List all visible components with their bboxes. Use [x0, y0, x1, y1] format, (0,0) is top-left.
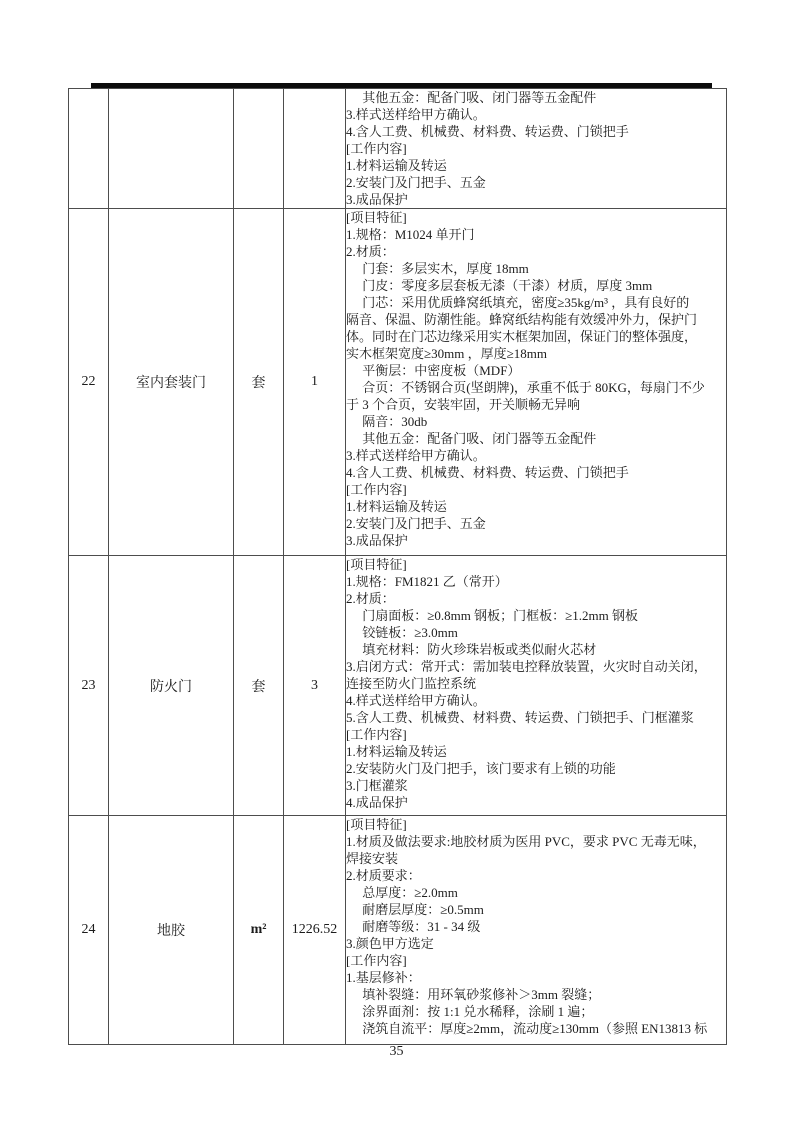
cell-quantity: 3	[284, 556, 346, 816]
cell-seq	[69, 89, 109, 209]
description-line: 连接至防火门监控系统	[346, 676, 477, 691]
cell-unit	[234, 89, 284, 209]
cell-quantity: 1226.52	[284, 816, 346, 1045]
description-line: [工作内容]	[346, 482, 407, 497]
description-line: 1.规格：M1024 单开门	[346, 227, 475, 242]
description-line: 2.安装门及门把手、五金	[346, 175, 486, 190]
table-row-continuation	[69, 89, 727, 209]
cell-unit: 套	[234, 556, 284, 816]
description-line: 4.成品保护	[346, 795, 408, 810]
cell-description	[346, 556, 727, 816]
description-line: 2.材质：	[346, 591, 395, 606]
description-line: [工作内容]	[346, 727, 407, 742]
table-row-23	[69, 556, 727, 816]
cell-seq: 22	[69, 209, 109, 556]
description-line: [工作内容]	[346, 953, 407, 968]
description-line: 隔音：30db	[346, 414, 428, 429]
description-line: 1.材质及做法要求:地胶材质为医用 PVC，要求 PVC 无毒无味，	[346, 834, 706, 849]
cell-seq: 23	[69, 556, 109, 816]
table-row-22	[69, 209, 727, 556]
description-line: 2.安装门及门把手、五金	[346, 516, 486, 531]
description-line: 总厚度：≥2.0mm	[346, 885, 458, 900]
cell-seq: 24	[69, 816, 109, 1045]
cell-quantity	[284, 89, 346, 209]
description-line: [项目特征]	[346, 210, 407, 225]
description-line: 5.含人工费、机械费、材料费、转运费、门锁把手、门框灌浆	[346, 710, 694, 725]
description-line: 3.启闭方式：常开式：需加装电控释放装置，火灾时自动关闭，	[346, 659, 707, 674]
description-line: 填充材料：防火珍珠岩板或类似耐火芯材	[346, 642, 597, 657]
description-line: 门皮：零度多层套板无漆（干漆）材质，厚度 3mm	[346, 278, 653, 293]
cell-description	[346, 816, 727, 1045]
cell-quantity: 1	[284, 209, 346, 556]
description-line: 于 3 个合页，安装牢固，开关顺畅无异响	[346, 397, 581, 412]
description-line: 3.颜色甲方选定	[346, 936, 434, 951]
description-line: 平衡层：中密度板（MDF）	[346, 363, 521, 378]
description-line: 2.安装防火门及门把手，该门要求有上锁的功能	[346, 761, 616, 776]
description-line: [工作内容]	[346, 141, 407, 156]
description-line: 3.成品保护	[346, 192, 408, 207]
description-line: 1.材料运输及转运	[346, 499, 447, 514]
cell-unit: 套	[234, 209, 284, 556]
description-line: 隔音、保温、防潮性能。蜂窝纸结构能有效缓冲外力，保护门	[346, 312, 698, 327]
description-line: 门套：多层实木，厚度 18mm	[346, 261, 529, 276]
cell-unit: m²	[234, 816, 284, 1045]
description-line: 铰链板：≥3.0mm	[346, 625, 458, 640]
description-line: 其他五金：配备门吸、闭门器等五金配件	[346, 90, 597, 105]
description-line: 1.材料运输及转运	[346, 158, 447, 173]
description-line: 实木框架宽度≥30mm ，厚度≥18mm	[346, 346, 547, 361]
table-row-24	[69, 816, 727, 1045]
description-line: 3.样式送样给甲方确认。	[346, 107, 486, 122]
description-line: [项目特征]	[346, 557, 407, 572]
cell-item-name: 防火门	[109, 556, 234, 816]
description-line: 合页：不锈钢合页(坚朗牌)，承重不低于 80KG，每扇门不少	[346, 380, 705, 395]
description-line: 3.成品保护	[346, 533, 408, 548]
description-line: 1.基层修补：	[346, 970, 421, 985]
description-line: 4.含人工费、机械费、材料费、转运费、门锁把手	[346, 465, 629, 480]
description-line: 3.门框灌浆	[346, 778, 408, 793]
description-line: 耐磨等级：31 - 34 级	[346, 919, 481, 934]
cell-item-name: 室内套装门	[109, 209, 234, 556]
page-number: 35	[389, 1044, 404, 1059]
description-line: 涂界面剂：按 1:1 兑水稀释，涂刷 1 遍；	[346, 1004, 594, 1019]
description-line: 填补裂缝：用环氧砂浆修补＞3mm 裂缝；	[346, 987, 601, 1002]
cell-description	[346, 209, 727, 556]
cell-description	[346, 89, 727, 209]
description-line: 焊接安装	[346, 851, 399, 866]
description-line: 4.样式送样给甲方确认。	[346, 693, 486, 708]
description-line: 1.材料运输及转运	[346, 744, 447, 759]
description-line: [项目特征]	[346, 817, 407, 832]
description-line: 2.材质要求：	[346, 868, 421, 883]
description-line: 浇筑自流平：厚度≥2mm，流动度≥130mm（参照 EN13813 标	[346, 1021, 708, 1036]
cell-item-name: 地胶	[109, 816, 234, 1045]
description-line: 耐磨层厚度：≥0.5mm	[346, 902, 484, 917]
description-line: 门芯：采用优质蜂窝纸填充，密度≥35kg/m³ ，具有良好的	[346, 295, 690, 310]
description-line: 体。同时在门芯边缘采用实木框架加固，保证门的整体强度，	[346, 329, 698, 344]
description-line: 1.规格：FM1821 乙（常开）	[346, 574, 508, 589]
description-line: 其他五金：配备门吸、闭门器等五金配件	[346, 431, 597, 446]
description-line: 3.样式送样给甲方确认。	[346, 448, 486, 463]
description-line: 2.材质：	[346, 244, 395, 259]
description-line: 4.含人工费、机械费、材料费、转运费、门锁把手	[346, 124, 629, 139]
description-line: 门扇面板：≥0.8mm 钢板；门框板：≥1.2mm 钢板	[346, 608, 638, 623]
boq-table	[68, 88, 727, 1045]
cell-item-name	[109, 89, 234, 209]
